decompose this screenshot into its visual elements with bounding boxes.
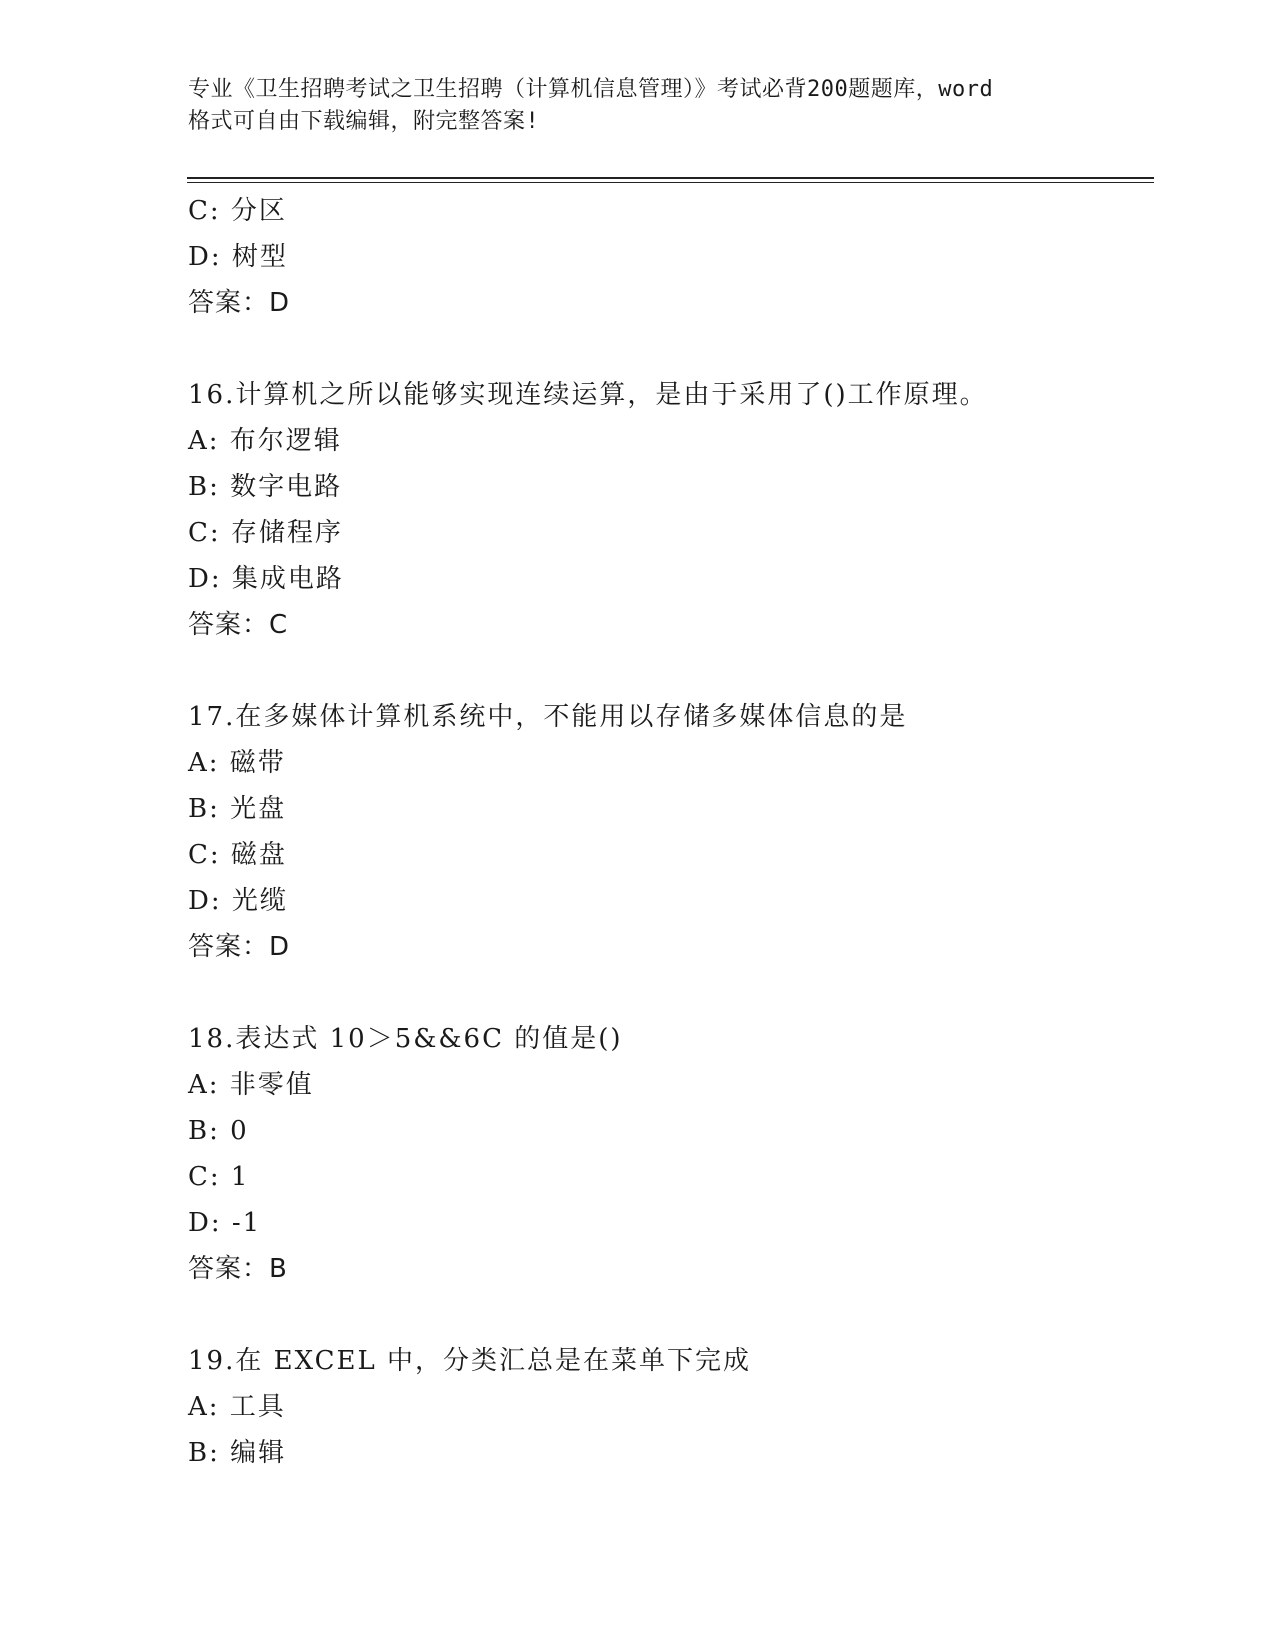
header-line-1: 专业《卫生招聘考试之卫生招聘（计算机信息管理）》考试必背200题题库，word (188, 77, 994, 102)
option-b: B: 0 (188, 1116, 249, 1146)
answer-line: 答案：C (188, 610, 289, 640)
option-d: D: 集成电路 (188, 564, 344, 594)
spacer (188, 326, 1128, 372)
option-c: C: 1 (188, 1162, 250, 1192)
option-d: D: -1 (188, 1208, 262, 1238)
option-d: D: 树型 (188, 242, 288, 272)
header-divider (187, 177, 1154, 179)
spacer (188, 648, 1128, 694)
spacer (188, 1292, 1128, 1338)
option-b: B: 编辑 (188, 1438, 287, 1468)
option-a: A: 磁带 (188, 748, 286, 778)
question-block-partial (188, 188, 1128, 326)
question-text: 16.计算机之所以能够实现连续运算，是由于采用了()工作原理。 (188, 380, 988, 410)
header-line-2: 格式可自由下载编辑，附完整答案! (188, 109, 540, 134)
answer-line: 答案：D (188, 932, 291, 962)
option-b: B: 数字电路 (188, 472, 343, 502)
document-header (188, 74, 1088, 138)
question-block-16 (188, 372, 1128, 648)
option-a: A: 工具 (188, 1392, 286, 1422)
option-d: D: 光缆 (188, 886, 288, 916)
answer-line: 答案：D (188, 288, 291, 318)
question-text: 18.表达式 10＞5&&6C 的值是() (188, 1024, 623, 1054)
question-block-18 (188, 1016, 1128, 1292)
option-c: C: 分区 (188, 196, 287, 226)
question-block-19 (188, 1338, 1128, 1476)
answer-line: 答案：B (188, 1254, 288, 1284)
option-c: C: 存储程序 (188, 518, 343, 548)
spacer (188, 970, 1128, 1016)
question-text: 19.在 EXCEL 中，分类汇总是在菜单下完成 (188, 1346, 752, 1376)
header-divider-thin (187, 182, 1154, 183)
option-a: A: 布尔逻辑 (188, 426, 342, 456)
option-b: B: 光盘 (188, 794, 287, 824)
option-a: A: 非零值 (188, 1070, 314, 1100)
question-list (188, 188, 1128, 1476)
option-c: C: 磁盘 (188, 840, 287, 870)
question-block-17 (188, 694, 1128, 970)
question-text: 17.在多媒体计算机系统中，不能用以存储多媒体信息的是 (188, 702, 908, 732)
